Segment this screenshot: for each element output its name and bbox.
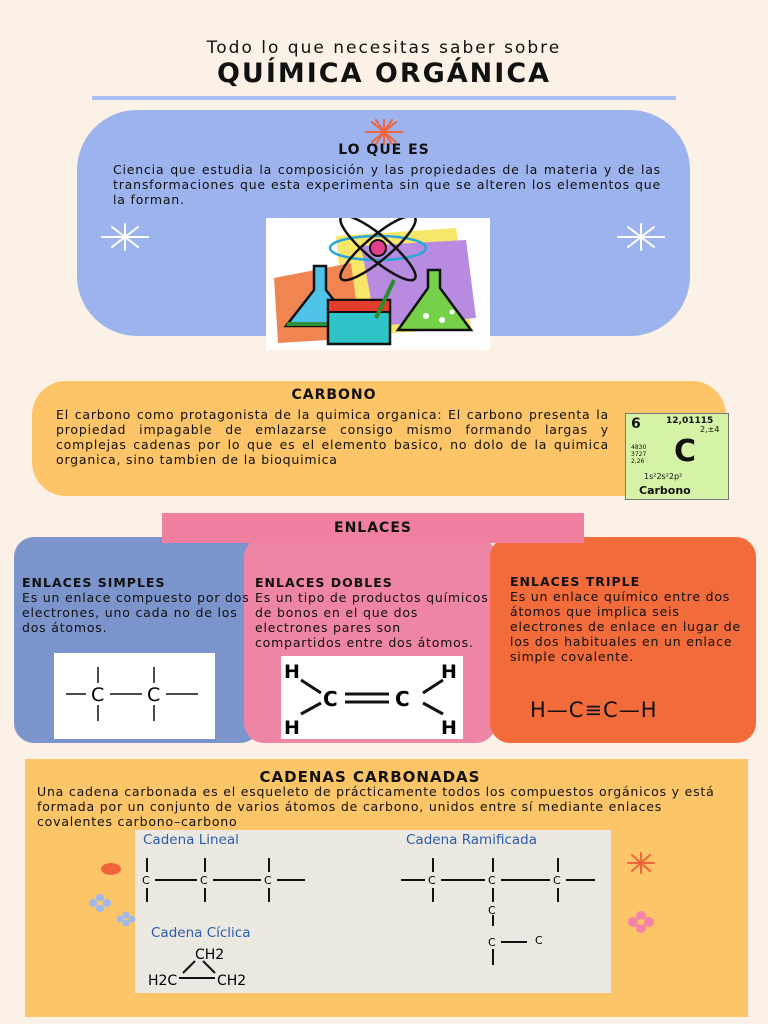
double-bond-diagram xyxy=(281,656,463,739)
enlaces-triple-text: Es un enlace químico entre dos átomos que implica seis electrones de enlace en lugar de los dos habituales en un enlace simple covalente. xyxy=(510,589,742,664)
atomic-mass: 12,01115 xyxy=(666,416,714,426)
element-symbol: C xyxy=(674,434,697,469)
chain-carbon: C xyxy=(200,874,208,887)
carbon-atom: C xyxy=(147,684,161,706)
page-subtitle: Todo lo que necesitas saber sobre xyxy=(206,38,562,58)
flower-icon xyxy=(627,911,655,933)
hydrogen-atom: H xyxy=(284,717,300,739)
sparkle-icon xyxy=(614,222,668,252)
tile-props xyxy=(631,444,646,465)
cadenas-text: Una cadena carbonada es el esqueleto de prácticamente todos los compuestos orgánicos y está formada por un conjunto de varios átomos de carbono, unidos entre sí mediante enlaces covalentes carbono–carbono xyxy=(37,784,715,829)
chemistry-clipart xyxy=(266,218,490,350)
carbon-atom: C xyxy=(91,684,105,706)
enlaces-simples-text: Es un enlace compuesto por dos electrones, uno cada no de los dos átomos. xyxy=(22,590,250,635)
chain-carbon: C xyxy=(142,874,150,887)
dot-icon xyxy=(101,863,121,875)
enlaces-dobles-text: Es un tipo de productos químicos de bonos en el que dos electrones pares son compartidos entre dos átomos. xyxy=(255,590,489,650)
enlaces-dobles-heading: ENLACES DOBLES xyxy=(255,575,393,590)
chain-carbon: C xyxy=(488,904,496,917)
enlaces-triple-heading: ENLACES TRIPLE xyxy=(510,574,641,589)
carbono-text: El carbono como protagonista de la quimica organica: El carbono presenta la propiedad impagable de emlazarse consigo mismo formando largas y complejas cadenas por lo que es el elemento basico, no dolo de la quimica organica, sino tambien de la bioquimica xyxy=(56,407,609,467)
electron-config: 1s²2s²2p² xyxy=(644,472,683,481)
hydrogen-atom: H xyxy=(284,661,300,683)
tile-prop: 4830 xyxy=(631,444,647,451)
single-bond-diagram xyxy=(54,653,215,739)
flower-icon xyxy=(88,894,112,912)
chain-carbon: C xyxy=(428,874,436,887)
carbon-atom: C xyxy=(323,687,338,711)
lo-que-es-text: Ciencia que estudia la composición y las propiedades de la materia y de las transformaciones que esta experimenta sin que se alteren los elementos que la forman. xyxy=(113,162,661,207)
chain-carbon: C xyxy=(488,936,496,949)
carbon-atom: C xyxy=(395,687,410,711)
flower-icon xyxy=(116,911,136,927)
starburst-icon xyxy=(626,852,656,874)
cadena-lineal-label: Cadena Lineal xyxy=(143,832,239,848)
chain-carbon: C xyxy=(264,874,272,887)
hydrogen-atom: H xyxy=(441,717,457,739)
carbon-periodic-tile xyxy=(625,413,729,500)
atomic-number: 6 xyxy=(631,416,641,432)
chain-carbon: C xyxy=(535,934,543,947)
sparkle-icon xyxy=(98,222,152,252)
enlaces-heading: ENLACES xyxy=(334,520,412,536)
ch2-group: CH2 xyxy=(217,973,247,989)
title-divider xyxy=(92,96,676,100)
triple-bond-formula: H—C≡C—H xyxy=(530,698,658,722)
ch2-group: CH2 xyxy=(195,947,225,963)
carbono-heading: CARBONO xyxy=(291,387,377,403)
lo-que-es-heading: LO QUE ES xyxy=(338,142,430,158)
element-name: Carbono xyxy=(639,484,691,497)
tile-prop: 2,26 xyxy=(631,458,645,465)
page-title: QUÍMICA ORGÁNICA xyxy=(216,58,552,89)
cadena-ramificada-label: Cadena Ramificada xyxy=(406,832,537,848)
tile-prop: 3727 xyxy=(631,451,647,458)
enlaces-simples-heading: ENLACES SIMPLES xyxy=(22,575,166,590)
oxidation-states: 2,±4 xyxy=(700,425,720,434)
cadena-ciclica-label: Cadena Cíclica xyxy=(151,925,251,941)
cadenas-heading: CADENAS CARBONADAS xyxy=(259,768,481,786)
ch2-group: H2C xyxy=(148,973,178,989)
chains-structures xyxy=(135,830,611,993)
chain-carbon: C xyxy=(488,874,496,887)
hydrogen-atom: H xyxy=(441,661,457,683)
chain-carbon: C xyxy=(553,874,561,887)
